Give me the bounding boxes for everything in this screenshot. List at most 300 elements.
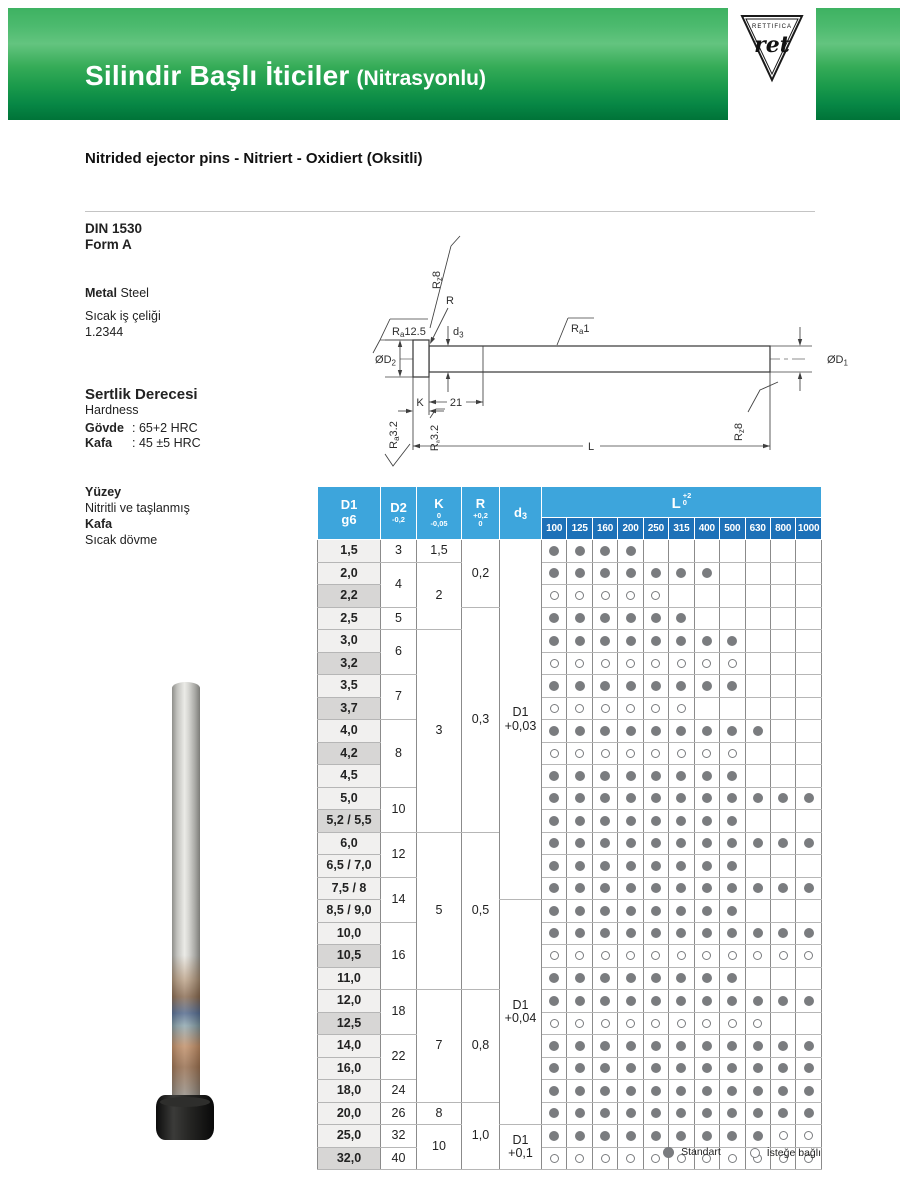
standard-dot-icon xyxy=(549,793,559,803)
standard-dot-icon xyxy=(575,838,585,848)
availability-cell xyxy=(770,675,795,698)
d2-value: 14 xyxy=(381,877,417,922)
d1-value: 4,0 xyxy=(318,720,381,743)
availability-cell xyxy=(618,1012,643,1035)
availability-cell xyxy=(669,990,694,1013)
standard-dot-icon xyxy=(651,771,661,781)
optional-dot-icon xyxy=(626,659,635,668)
availability-cell xyxy=(796,1080,822,1103)
page-title-main: Silindir Başlı İticiler xyxy=(85,60,350,91)
standard-dot-icon xyxy=(702,973,712,983)
availability-cell xyxy=(567,1012,592,1035)
optional-dot-icon xyxy=(651,704,660,713)
availability-cell xyxy=(720,585,745,608)
standard-dot-icon xyxy=(676,1108,686,1118)
availability-cell xyxy=(796,1102,822,1125)
optional-dot-icon xyxy=(601,951,610,960)
availability-cell xyxy=(745,1080,770,1103)
availability-cell xyxy=(618,922,643,945)
availability-cell xyxy=(720,990,745,1013)
standard-dot-icon xyxy=(727,883,737,893)
availability-cell xyxy=(694,1012,719,1035)
availability-cell xyxy=(669,787,694,810)
table-row xyxy=(318,990,822,1013)
availability-cell xyxy=(796,810,822,833)
din-standard-block xyxy=(85,221,142,253)
optional-dot-icon xyxy=(753,951,762,960)
table-row xyxy=(318,1035,822,1058)
availability-cell xyxy=(720,540,745,563)
availability-cell xyxy=(592,1125,617,1148)
availability-cell xyxy=(796,697,822,720)
standard-dot-icon xyxy=(600,816,610,826)
standard-dot-icon xyxy=(651,838,661,848)
availability-cell xyxy=(618,877,643,900)
standard-dot-icon xyxy=(778,883,788,893)
availability-cell xyxy=(567,607,592,630)
availability-cell xyxy=(694,1057,719,1080)
availability-cell xyxy=(567,1035,592,1058)
availability-cell xyxy=(770,697,795,720)
availability-cell xyxy=(796,540,822,563)
d1-value: 32,0 xyxy=(318,1147,381,1170)
optional-dot-icon xyxy=(575,1019,584,1028)
availability-cell xyxy=(592,720,617,743)
standard-dot-icon xyxy=(727,906,737,916)
optional-dot-icon xyxy=(601,591,610,600)
availability-cell xyxy=(720,1080,745,1103)
availability-cell xyxy=(720,630,745,653)
standard-dot-icon xyxy=(676,1131,686,1141)
availability-cell xyxy=(618,1080,643,1103)
standard-dot-icon xyxy=(600,793,610,803)
availability-cell xyxy=(643,967,668,990)
standard-dot-icon xyxy=(702,928,712,938)
standard-dot-icon xyxy=(626,681,636,691)
standard-dot-icon xyxy=(727,1108,737,1118)
standard-dot-icon xyxy=(676,838,686,848)
availability-cell xyxy=(669,742,694,765)
availability-cell xyxy=(694,630,719,653)
table-row xyxy=(318,562,822,585)
availability-cell xyxy=(669,1035,694,1058)
optional-dot-icon xyxy=(677,704,686,713)
d2-value: 26 xyxy=(381,1102,417,1125)
length-col-header: 500 xyxy=(720,518,745,540)
standard-dot-icon xyxy=(804,996,814,1006)
standard-dot-icon xyxy=(651,906,661,916)
optional-dot-icon xyxy=(702,659,711,668)
availability-cell xyxy=(618,1102,643,1125)
availability-cell xyxy=(720,855,745,878)
optional-dot-icon xyxy=(677,1019,686,1028)
availability-cell xyxy=(669,1080,694,1103)
standard-dot-icon xyxy=(702,681,712,691)
availability-cell xyxy=(592,1035,617,1058)
availability-cell xyxy=(567,877,592,900)
d1-value: 7,5 / 8 xyxy=(318,877,381,900)
dim-21-label: 21 xyxy=(449,397,463,409)
standard-dot-icon xyxy=(804,1108,814,1118)
standard-dot-icon xyxy=(651,1063,661,1073)
surface-ra32-small-label: Ra3.2 xyxy=(429,424,442,452)
standard-dot-icon xyxy=(804,928,814,938)
standard-dot-icon xyxy=(702,838,712,848)
steel-grade-number: 1.2344 xyxy=(85,324,124,339)
availability-cell xyxy=(720,1012,745,1035)
col-header-l: L +2 0 xyxy=(542,487,822,518)
d1-value: 3,7 xyxy=(318,697,381,720)
length-col-header: 200 xyxy=(618,518,643,540)
standard-dot-icon xyxy=(727,726,737,736)
table-row xyxy=(318,1125,822,1148)
optional-dot-icon xyxy=(575,591,584,600)
standard-dot-icon xyxy=(549,1086,559,1096)
table-row xyxy=(318,922,822,945)
col-header-r: R +0,2 0 xyxy=(462,487,500,540)
standard-dot-icon xyxy=(549,973,559,983)
availability-cell xyxy=(745,1012,770,1035)
availability-cell xyxy=(796,967,822,990)
d2-value: 24 xyxy=(381,1080,417,1103)
availability-cell xyxy=(567,697,592,720)
r-value: 0,2 xyxy=(462,540,500,608)
standard-dot-icon xyxy=(626,973,636,983)
optional-dot-icon xyxy=(601,1019,610,1028)
standard-dot-icon xyxy=(753,928,763,938)
legend-standard xyxy=(663,1146,721,1158)
optional-dot-icon xyxy=(601,704,610,713)
hardness-values-block xyxy=(85,421,201,450)
d1-value: 10,5 xyxy=(318,945,381,968)
standard-dot-icon xyxy=(676,613,686,623)
availability-cell xyxy=(643,697,668,720)
availability-cell xyxy=(694,697,719,720)
availability-cell xyxy=(643,990,668,1013)
availability-cell xyxy=(694,1102,719,1125)
availability-cell xyxy=(694,877,719,900)
d2-value: 22 xyxy=(381,1035,417,1080)
standard-dot-icon xyxy=(753,1086,763,1096)
availability-cell xyxy=(796,630,822,653)
length-col-header: 125 xyxy=(567,518,592,540)
availability-cell xyxy=(770,765,795,788)
standard-dot-icon xyxy=(702,1108,712,1118)
standard-dot-icon xyxy=(575,546,585,556)
d2-value: 4 xyxy=(381,562,417,607)
optional-dot-icon xyxy=(677,951,686,960)
availability-cell xyxy=(618,720,643,743)
availability-cell xyxy=(643,720,668,743)
standard-dot-icon xyxy=(549,928,559,938)
standard-dot-icon xyxy=(676,996,686,1006)
standard-dot-icon xyxy=(600,861,610,871)
availability-cell xyxy=(720,607,745,630)
availability-cell xyxy=(567,720,592,743)
availability-cell xyxy=(720,787,745,810)
optional-dot-icon xyxy=(702,951,711,960)
table-row xyxy=(318,540,822,563)
d2-value: 5 xyxy=(381,607,417,630)
standard-dot-icon xyxy=(549,816,559,826)
d1-value: 11,0 xyxy=(318,967,381,990)
availability-cell xyxy=(669,967,694,990)
divider-line xyxy=(85,211,815,212)
filled-dot-icon xyxy=(663,1147,674,1158)
optional-dot-icon xyxy=(728,1019,737,1028)
availability-cell xyxy=(542,990,567,1013)
availability-cell xyxy=(745,855,770,878)
availability-cell xyxy=(669,1012,694,1035)
availability-cell xyxy=(542,1102,567,1125)
availability-cell xyxy=(796,922,822,945)
dim-l-label: L xyxy=(587,441,595,453)
standard-dot-icon xyxy=(651,928,661,938)
standard-dot-icon xyxy=(753,883,763,893)
pin-head-rect xyxy=(413,340,429,377)
optional-dot-icon xyxy=(626,749,635,758)
length-col-header: 400 xyxy=(694,518,719,540)
standard-dot-icon xyxy=(651,973,661,983)
surface-ra32-left-label: Ra3.2 xyxy=(388,421,401,449)
d1-value: 20,0 xyxy=(318,1102,381,1125)
availability-cell xyxy=(669,832,694,855)
standard-dot-icon xyxy=(702,883,712,893)
col-header-d2: D2 -0,2 xyxy=(381,487,417,540)
standard-dot-icon xyxy=(549,906,559,916)
availability-cell xyxy=(592,1102,617,1125)
standard-dot-icon xyxy=(702,996,712,1006)
standard-dot-icon xyxy=(600,906,610,916)
table-row xyxy=(318,607,822,630)
availability-cell xyxy=(720,1125,745,1148)
standard-dot-icon xyxy=(702,726,712,736)
pin-head-image xyxy=(156,1095,214,1140)
availability-cell xyxy=(694,945,719,968)
d1-value: 14,0 xyxy=(318,1035,381,1058)
availability-cell xyxy=(720,652,745,675)
availability-cell xyxy=(694,675,719,698)
availability-cell xyxy=(618,900,643,923)
k-value: 10 xyxy=(417,1125,462,1170)
availability-cell xyxy=(643,652,668,675)
availability-cell xyxy=(720,720,745,743)
availability-cell xyxy=(567,562,592,585)
standard-dot-icon xyxy=(676,973,686,983)
standard-dot-icon xyxy=(575,996,585,1006)
availability-cell xyxy=(618,675,643,698)
availability-cell xyxy=(720,922,745,945)
standard-dot-icon xyxy=(549,996,559,1006)
availability-cell xyxy=(720,675,745,698)
standard-dot-icon xyxy=(804,1041,814,1051)
optional-dot-icon xyxy=(651,1019,660,1028)
availability-cell xyxy=(592,562,617,585)
availability-cell xyxy=(745,787,770,810)
d2-value: 7 xyxy=(381,675,417,720)
standard-dot-icon xyxy=(575,816,585,826)
standard-dot-icon xyxy=(676,1086,686,1096)
availability-cell xyxy=(592,810,617,833)
standard-dot-icon xyxy=(600,546,610,556)
availability-cell xyxy=(567,742,592,765)
availability-cell xyxy=(542,765,567,788)
standard-dot-icon xyxy=(676,883,686,893)
availability-cell xyxy=(745,900,770,923)
standard-dot-icon xyxy=(702,906,712,916)
table-row xyxy=(318,1080,822,1103)
d1-value: 12,0 xyxy=(318,990,381,1013)
optional-dot-icon xyxy=(753,1019,762,1028)
availability-cell xyxy=(567,967,592,990)
availability-cell xyxy=(745,1125,770,1148)
subtitle: Nitrided ejector pins - Nitriert - Oxidiert (Oksitli) xyxy=(85,150,423,167)
standard-dot-icon xyxy=(804,1086,814,1096)
standard-dot-icon xyxy=(600,928,610,938)
standard-dot-icon xyxy=(600,973,610,983)
hardness-body-label: Gövde xyxy=(85,421,124,435)
availability-cell xyxy=(618,787,643,810)
availability-cell xyxy=(770,652,795,675)
brand-logo-strip xyxy=(728,0,816,127)
optional-dot-icon xyxy=(601,749,610,758)
standard-dot-icon xyxy=(600,996,610,1006)
standard-dot-icon xyxy=(626,906,636,916)
d2-value: 6 xyxy=(381,630,417,675)
availability-cell xyxy=(592,585,617,608)
availability-cell xyxy=(542,630,567,653)
availability-cell xyxy=(720,765,745,788)
steel-grade-block xyxy=(85,309,161,340)
availability-cell xyxy=(618,967,643,990)
availability-cell xyxy=(592,1057,617,1080)
standard-dot-icon xyxy=(778,1086,788,1096)
availability-cell xyxy=(694,922,719,945)
availability-cell xyxy=(618,1125,643,1148)
availability-cell xyxy=(567,922,592,945)
availability-cell xyxy=(567,945,592,968)
availability-cell xyxy=(542,877,567,900)
standard-dot-icon xyxy=(549,613,559,623)
length-col-header: 100 xyxy=(542,518,567,540)
availability-cell xyxy=(618,652,643,675)
optional-dot-icon xyxy=(575,951,584,960)
hardness-head-label: Kafa xyxy=(85,435,113,450)
availability-cell xyxy=(567,900,592,923)
standard-dot-icon xyxy=(651,568,661,578)
availability-cell xyxy=(542,832,567,855)
d2-value: 8 xyxy=(381,720,417,788)
d2-value: 40 xyxy=(381,1147,417,1170)
availability-cell xyxy=(618,855,643,878)
availability-cell xyxy=(567,1080,592,1103)
d1-value: 2,2 xyxy=(318,585,381,608)
legend-standard-label: Standart xyxy=(681,1146,721,1158)
standard-dot-icon xyxy=(600,1086,610,1096)
availability-cell xyxy=(669,765,694,788)
d1-value: 4,5 xyxy=(318,765,381,788)
optional-dot-icon xyxy=(550,749,559,758)
col-header-d3: d3 xyxy=(500,487,542,540)
standard-dot-icon xyxy=(575,1041,585,1051)
optional-dot-icon xyxy=(728,659,737,668)
availability-cell xyxy=(770,1012,795,1035)
standard-dot-icon xyxy=(575,568,585,578)
standard-dot-icon xyxy=(676,793,686,803)
availability-cell xyxy=(592,1012,617,1035)
optional-dot-icon xyxy=(550,591,559,600)
table-row xyxy=(318,1102,822,1125)
logo-center-text: ret xyxy=(754,32,790,58)
availability-cell xyxy=(720,697,745,720)
availability-cell xyxy=(542,1125,567,1148)
standard-dot-icon xyxy=(626,1131,636,1141)
availability-cell xyxy=(592,742,617,765)
standard-dot-icon xyxy=(727,1086,737,1096)
availability-cell xyxy=(643,900,668,923)
availability-cell xyxy=(745,720,770,743)
logo-top-text: RETTIFICA xyxy=(752,24,792,30)
d1-value: 2,5 xyxy=(318,607,381,630)
standard-dot-icon xyxy=(727,861,737,871)
availability-cell xyxy=(694,990,719,1013)
brand-logo xyxy=(739,12,805,86)
availability-cell xyxy=(542,787,567,810)
availability-cell xyxy=(542,967,567,990)
standard-dot-icon xyxy=(727,838,737,848)
standard-dot-icon xyxy=(651,636,661,646)
availability-cell xyxy=(643,742,668,765)
availability-cell xyxy=(720,742,745,765)
availability-cell xyxy=(643,540,668,563)
availability-cell xyxy=(770,1057,795,1080)
d3-value: D1 +0,1 xyxy=(500,1125,542,1170)
availability-cell xyxy=(745,990,770,1013)
availability-cell xyxy=(643,945,668,968)
standard-dot-icon xyxy=(727,771,737,781)
pin-shank xyxy=(429,346,770,372)
availability-cell xyxy=(618,607,643,630)
hardness-subtitle: Hardness xyxy=(85,403,139,417)
availability-cell xyxy=(592,945,617,968)
availability-cell xyxy=(669,1057,694,1080)
d1-value: 4,2 xyxy=(318,742,381,765)
availability-cell xyxy=(592,675,617,698)
availability-cell xyxy=(745,540,770,563)
standard-dot-icon xyxy=(549,1131,559,1141)
availability-cell xyxy=(643,562,668,585)
availability-cell xyxy=(770,630,795,653)
hardness-head-value: : 45 ±5 HRC xyxy=(132,435,201,450)
surface-value: Nitritli ve taşlanmış xyxy=(85,500,190,515)
standard-dot-icon xyxy=(626,1108,636,1118)
standard-dot-icon xyxy=(651,726,661,736)
standard-dot-icon xyxy=(600,838,610,848)
d1-value: 2,0 xyxy=(318,562,381,585)
standard-dot-icon xyxy=(626,996,636,1006)
standard-dot-icon xyxy=(778,1108,788,1118)
availability-cell xyxy=(669,922,694,945)
optional-dot-icon xyxy=(575,704,584,713)
availability-cell xyxy=(796,765,822,788)
availability-cell xyxy=(796,900,822,923)
product-photo xyxy=(155,678,217,1140)
availability-cell xyxy=(567,832,592,855)
availability-cell xyxy=(592,697,617,720)
standard-dot-icon xyxy=(626,771,636,781)
availability-cell xyxy=(770,810,795,833)
standard-dot-icon xyxy=(575,973,585,983)
